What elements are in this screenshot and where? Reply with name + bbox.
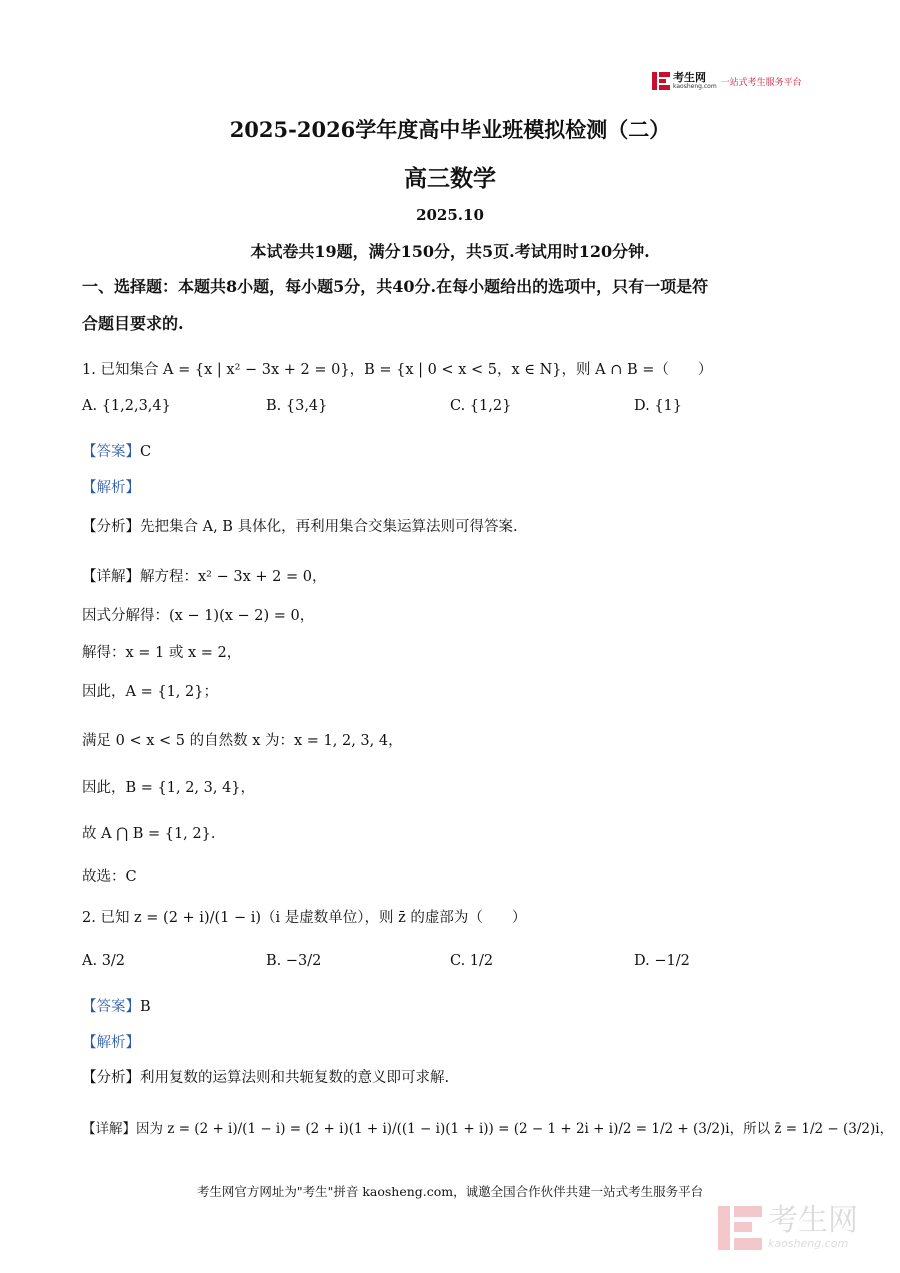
q1-answer-row	[82, 440, 151, 461]
q1-option-a: A. {1,2,3,4}	[82, 398, 171, 414]
q1-analysis-row	[82, 515, 518, 536]
section-title-line1: 一、选择题：本题共8小题，每小题5分，共40分.在每小题给出的选项中，只有一项是符	[82, 277, 709, 296]
watermark-name: 考生网	[768, 1203, 858, 1238]
q2-option-b: B. −3/2	[266, 953, 322, 969]
brand-logo	[652, 72, 802, 90]
q2-analysis: 利用复数的运算法则和共轭复数的意义即可求解.	[140, 1070, 450, 1086]
q2-stem: 2. 已知 z = (2 + i)/(1 − i)（i 是虚数单位），则 z̄ 的虚部为（ ）	[82, 910, 527, 926]
q1-step-3: 因此，A = {1, 2}；	[82, 684, 218, 700]
q1-analysis-label: 【分析】	[82, 519, 140, 535]
q1-option-c: C. {1,2}	[450, 398, 512, 414]
q2-option-a: A. 3/2	[82, 953, 126, 969]
q1-answer: C	[140, 444, 152, 460]
q1-step-6: 故 A ⋂ B = {1, 2}.	[82, 826, 216, 842]
q1-answer-tag: 【答案】	[82, 444, 140, 460]
exam-date: 2025.10	[416, 206, 484, 224]
kaosheng-logo-icon	[652, 72, 670, 90]
q1-step-5: 因此，B = {1, 2, 3, 4}，	[82, 780, 256, 796]
q1-step-7: 故选：C	[82, 869, 137, 885]
q2-answer-row	[82, 995, 151, 1016]
q2-option-d: D. −1/2	[634, 953, 690, 969]
section-title-line2: 合题目要求的.	[82, 314, 184, 333]
exam-title: 2025-2026学年度高中毕业班模拟检测（二）	[229, 117, 671, 142]
exam-subject: 高三数学	[404, 165, 496, 192]
q2-analysis-row	[82, 1066, 449, 1087]
q2-option-c: C. 1/2	[450, 953, 494, 969]
brand-tagline: 一站式考生服务平台	[720, 77, 802, 88]
q1-stem: 1. 已知集合 A = {x | x² − 3x + 2 = 0}，B = {x | 0 < x < 5，x ∈ N}，则 A ∩ B =（ ）	[82, 362, 713, 378]
q2-analysis-tag: 【解析】	[82, 1035, 140, 1051]
q1-detail: 解方程：x² − 3x + 2 = 0，	[140, 569, 327, 585]
q1-option-d: D. {1}	[634, 398, 683, 414]
q2-analysis-label: 【分析】	[82, 1070, 140, 1086]
q1-analysis: 先把集合 A, B 具体化，再利用集合交集运算法则可得答案.	[140, 519, 518, 535]
q2-detail-label: 【详解】	[82, 1121, 136, 1137]
q2-detail-row	[82, 1117, 893, 1137]
q2-detail: 因为 z = (2 + i)/(1 − i) = (2 + i)(1 + i)/((1 − i)(1 + i)) = (2 − 1 + 2i + i)/2 = 1/2 + (3/2)i，所以 z̄ = 1/2 − (3/2)i，	[136, 1121, 894, 1137]
q1-analysis-tag: 【解析】	[82, 480, 140, 496]
q1-step-1: 因式分解得：(x − 1)(x − 2) = 0，	[82, 608, 315, 624]
watermark	[718, 1205, 858, 1250]
brand-url: kaosheng.com	[673, 82, 717, 90]
watermark-url: kaosheng.com	[768, 1237, 849, 1250]
q1-step-4: 满足 0 < x < 5 的自然数 x 为：x = 1, 2, 3, 4，	[82, 733, 403, 749]
exam-info: 本试卷共19题，满分150分，共5页.考试用时120分钟.	[250, 242, 650, 261]
q1-detail-row	[82, 565, 326, 586]
watermark-logo-icon	[718, 1206, 762, 1250]
page-footer: 考生网官方网址为"考生"拼音 kaosheng.com，诚邀全国合作伙伴共建一站式考生服务平台	[196, 1184, 704, 1199]
q2-answer: B	[140, 999, 151, 1015]
q1-option-b: B. {3,4}	[266, 398, 328, 414]
brand-name: 考生网	[673, 70, 706, 84]
q1-step-2: 解得：x = 1 或 x = 2，	[82, 645, 242, 661]
q1-detail-label: 【详解】	[82, 569, 140, 585]
q2-answer-tag: 【答案】	[82, 999, 140, 1015]
